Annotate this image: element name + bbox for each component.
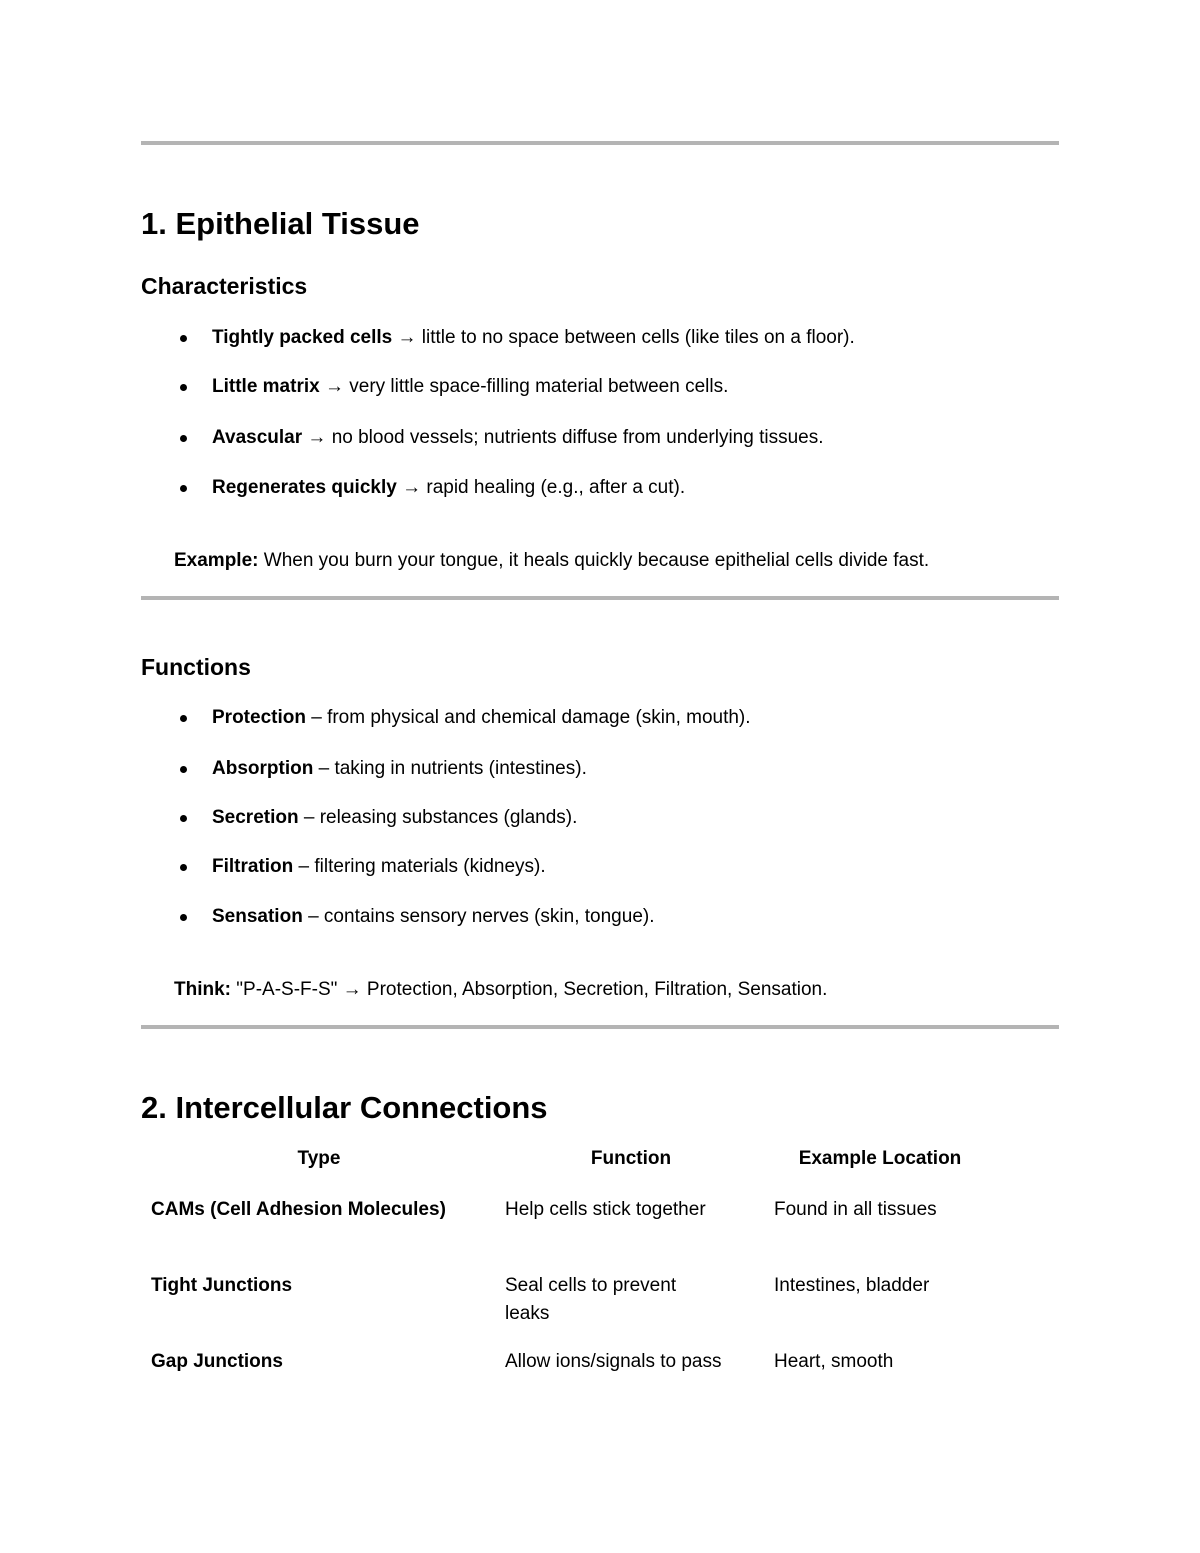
item-term: Filtration xyxy=(212,856,294,877)
table-header-location: Example Location xyxy=(798,1148,962,1169)
think-label: Think: xyxy=(174,979,231,1000)
item-desc: → very little space-filling material between cells. xyxy=(319,376,729,397)
table-header-function: Function xyxy=(590,1148,672,1169)
item-term: Sensation xyxy=(212,906,303,927)
table-cell-location: Intestines, bladder xyxy=(774,1275,930,1296)
item-term: Protection xyxy=(212,707,306,728)
bullet-icon xyxy=(180,766,187,773)
item-term: Regenerates quickly xyxy=(212,477,397,498)
example-note xyxy=(174,551,929,570)
item-term: Little matrix xyxy=(212,376,320,397)
section-title-intercellular: 2. Intercellular Connections xyxy=(141,1090,548,1125)
item-desc: – contains sensory nerves (skin, tongue). xyxy=(302,906,655,927)
bullet-icon xyxy=(180,335,187,342)
think-note xyxy=(174,980,827,999)
item-desc: – filtering materials (kidneys). xyxy=(293,856,546,877)
table-cell-function: Seal cells to prevent leaks xyxy=(505,1275,677,1324)
item-desc: – taking in nutrients (intestines). xyxy=(313,758,587,779)
item-desc: → rapid healing (e.g., after a cut). xyxy=(396,477,686,498)
section-title-epithelial: 1. Epithelial Tissue xyxy=(141,206,420,241)
list-item xyxy=(212,377,728,396)
item-term: Absorption xyxy=(212,758,314,779)
item-desc: – releasing substances (glands). xyxy=(298,807,578,828)
example-label: Example: xyxy=(174,550,259,571)
list-item xyxy=(212,478,685,497)
bullet-icon xyxy=(180,815,187,822)
item-desc: → no blood vessels; nutrients diffuse from underlying tissues. xyxy=(302,427,824,448)
table-cell-type: Gap Junctions xyxy=(151,1351,283,1372)
think-text: "P-A-S-F-S" → Protection, Absorption, Secretion, Filtration, Sensation. xyxy=(231,979,828,1000)
item-desc: – from physical and chemical damage (skin, mouth). xyxy=(305,707,751,728)
list-item xyxy=(212,708,751,727)
divider-after-functions xyxy=(141,1025,1059,1029)
item-desc: → little to no space between cells (like tiles on a floor). xyxy=(392,327,855,348)
divider-top xyxy=(141,141,1059,145)
item-term: Avascular xyxy=(212,427,303,448)
bullet-icon xyxy=(180,435,187,442)
item-term: Secretion xyxy=(212,807,299,828)
bullet-icon xyxy=(180,384,187,391)
bullet-icon xyxy=(180,485,187,492)
table-cell-location: Heart, smooth xyxy=(774,1351,894,1372)
bullet-icon xyxy=(180,864,187,871)
table-cell-function: Help cells stick together xyxy=(505,1199,706,1220)
list-item xyxy=(212,857,546,876)
example-text: When you burn your tongue, it heals quickly because epithelial cells divide fast. xyxy=(258,550,930,571)
heading-functions: Functions xyxy=(141,654,251,680)
table-cell-type: CAMs (Cell Adhesion Molecules) xyxy=(151,1199,446,1220)
list-item xyxy=(212,808,577,827)
list-item xyxy=(212,907,655,926)
list-item xyxy=(212,759,587,778)
table-cell-function: Allow ions/signals to pass xyxy=(505,1351,722,1372)
table-header-type: Type xyxy=(297,1148,341,1169)
list-item xyxy=(212,328,855,347)
heading-characteristics: Characteristics xyxy=(141,273,308,299)
table-cell-type: Tight Junctions xyxy=(151,1275,293,1296)
divider-after-characteristics xyxy=(141,596,1059,600)
item-term: Tightly packed cells xyxy=(212,327,393,348)
bullet-icon xyxy=(180,715,187,722)
list-item xyxy=(212,428,824,447)
bullet-icon xyxy=(180,914,187,921)
table-cell-location: Found in all tissues xyxy=(774,1199,937,1220)
